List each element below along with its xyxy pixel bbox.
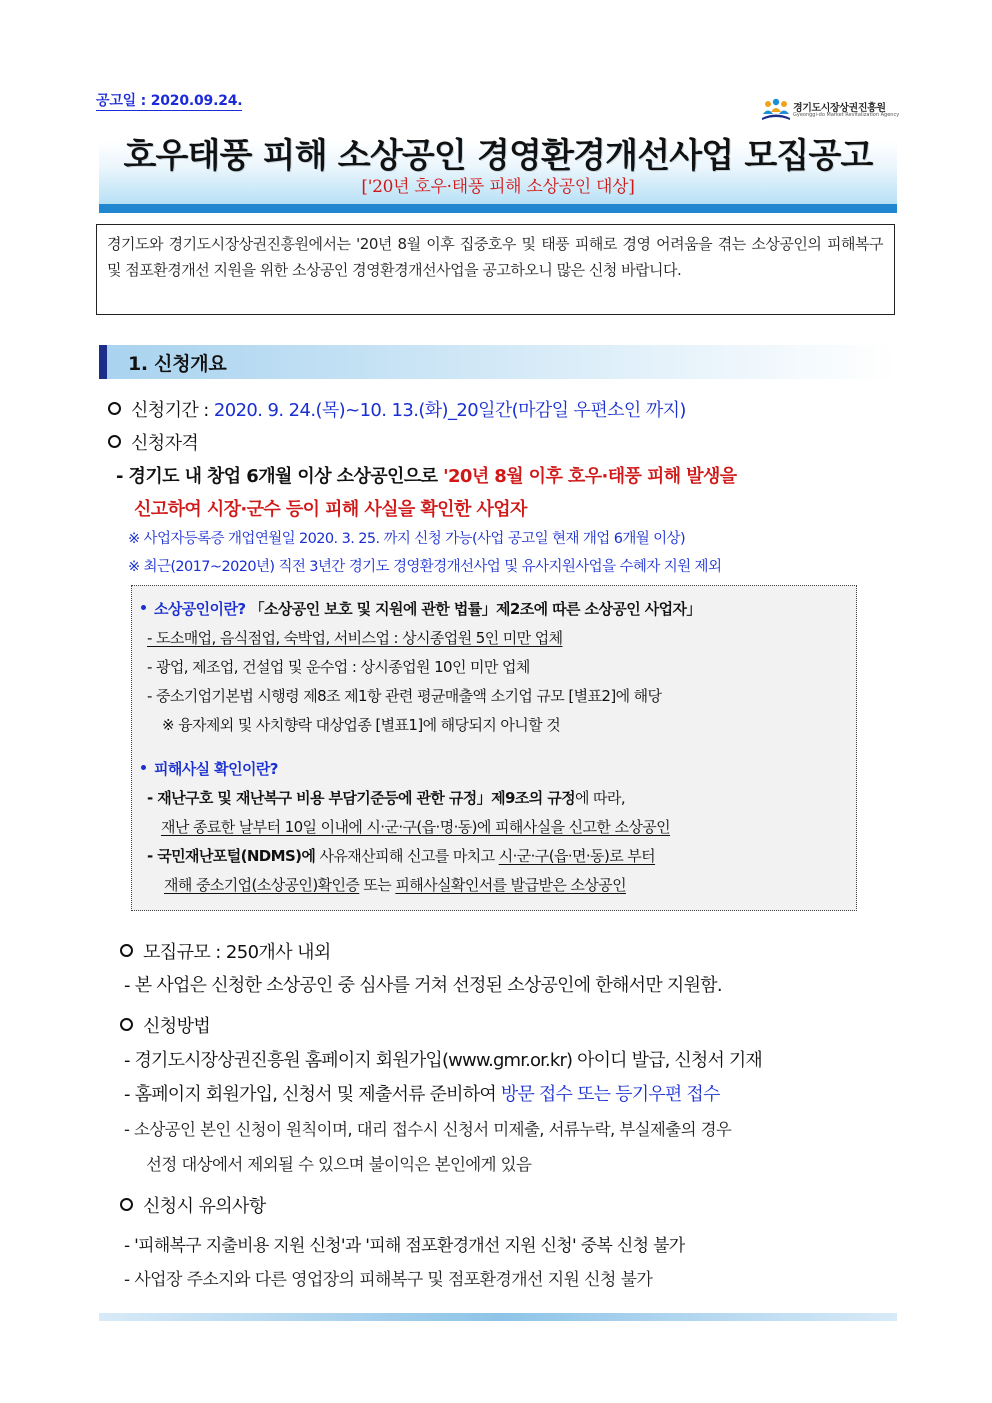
circle-bullet-icon xyxy=(120,1018,133,1031)
title-banner-bar xyxy=(99,204,897,213)
damage-line-4-underline-2: 피해사실확인서를 발급받은 소상공인 xyxy=(395,876,626,894)
circle-bullet-icon xyxy=(120,944,133,957)
org-logo-name: 경기도시장상권진흥원 xyxy=(793,103,886,114)
eligibility-highlight: '20년 8월 이후 호우·태풍 피해 발생을 xyxy=(443,466,737,487)
damage-line-4 xyxy=(164,874,626,895)
org-logo xyxy=(760,98,900,124)
method-line-3: - 소상공인 본인 신청이 원칙이며, 대리 접수시 신청서 미제출, 서류누락, 부실제출의 경우 xyxy=(124,1120,732,1139)
method-row xyxy=(120,1012,210,1038)
method-label: 신청방법 xyxy=(143,1016,211,1037)
note-2: ※ 최근(2017~2020년) 직전 3년간 경기도 경영환경개선사업 및 유사지원사업을 수혜자 지원 제외 xyxy=(128,559,722,575)
definition-item-3: - 중소기업기본법 시행령 제8조 제1항 관련 평균매출액 소기업 규모 [별표2]에 해당 xyxy=(147,687,662,705)
definition-q2 xyxy=(141,758,278,779)
circle-bullet-icon xyxy=(108,435,121,448)
note-1: ※ 사업자등록증 개업연월일 2020. 3. 25. 까지 신청 가능(사업 공고일 현재 개업 6개월 이상) xyxy=(128,531,686,547)
eligibility-line-2: 신고하여 시장·군수 등이 피해 사실을 확인한 사업자 xyxy=(134,499,527,520)
section-heading-accent xyxy=(99,345,107,379)
definition-item-4: ※ 융자제외 및 사치향락 대상업종 [별표1]에 해당되지 아니할 것 xyxy=(162,716,561,734)
method-line-2 xyxy=(124,1080,720,1106)
eligibility-text: - 경기도 내 창업 6개월 이상 소상공인으로 xyxy=(116,466,438,487)
definition-item-2: - 광업, 제조업, 건설업 및 운수업 : 상시종업원 10인 미만 업체 xyxy=(147,658,530,676)
caution-row xyxy=(120,1192,266,1218)
definition-q1 xyxy=(141,598,701,619)
definition-item-1: - 도소매업, 음식점업, 숙박업, 서비스업 : 상시종업원 5인 미만 업체 xyxy=(147,629,563,647)
bullet-dot-icon xyxy=(141,765,146,770)
eligibility-label: 신청자격 xyxy=(131,433,199,454)
method-line-4: 선정 대상에서 제외될 수 있으며 불이익은 본인에게 있음 xyxy=(146,1155,532,1174)
circle-bullet-icon xyxy=(120,1198,133,1211)
scale-text: - 본 사업은 신청한 소상공인 중 심사를 거쳐 선정된 소상공인에 한해서만 지원함. xyxy=(124,975,722,996)
section-heading: 1. 신청개요 xyxy=(128,353,227,375)
damage-line-1-rest: 에 따라, xyxy=(574,789,625,807)
scale-row xyxy=(120,938,331,964)
org-logo-name-en: Gyeonggi-do Market Revitalization Agency xyxy=(793,112,900,118)
org-logo-icon xyxy=(760,98,792,124)
method-line-2-highlight: 방문 접수 또는 등기우편 접수 xyxy=(500,1084,720,1105)
damage-line-3-mid: 사유재산피해 신고를 마치고 xyxy=(315,847,499,865)
eligibility-line-1 xyxy=(116,462,737,488)
damage-line-2: 재난 종료한 날부터 10일 이내에 시·군·구(읍·명·동)에 피해사실을 신고한 소상공인 xyxy=(161,818,671,836)
definition-q1-label: 소상공인이란? xyxy=(154,600,246,618)
intro-box: 경기도와 경기도시장상권진흥원에서는 '20년 8월 이후 집중호우 및 태풍 피해로 경영 어려움을 겪는 소상공인의 피해복구 및 점포환경개선 지원을 위한 소상공인 경영환경개선사업을 공고하오니 많은 신청 바랍니다. xyxy=(96,224,895,315)
circle-bullet-icon xyxy=(108,402,121,415)
announcement-date: 공고일 : 2020.09.24. xyxy=(96,93,243,109)
damage-line-3 xyxy=(147,845,655,866)
eligibility-row xyxy=(108,429,198,455)
period-value: 2020. 9. 24.(목)~10. 13.(화)_20일간(마감일 우편소인 까지) xyxy=(213,400,686,421)
damage-line-4-mid: 또는 xyxy=(359,876,396,894)
period-row xyxy=(108,396,686,422)
method-line-2-text: - 홈페이지 회원가입, 신청서 및 제출서류 준비하여 xyxy=(124,1084,501,1105)
caution-line-1: - '피해복구 지출비용 지원 신청'과 '피해 점포환경개선 지원 신청' 중복 신청 불가 xyxy=(124,1236,685,1256)
page-title: 호우태풍 피해 소상공인 경영환경개선사업 모집공고 xyxy=(123,136,873,176)
definition-q2-label: 피해사실 확인이란? xyxy=(154,760,278,778)
footer-bar xyxy=(99,1313,897,1321)
scale-label: 모집규모 : 250개사 내외 xyxy=(143,942,331,963)
damage-line-3-underline: 시·군·구(읍·면·동)로 부터 xyxy=(498,847,656,865)
definition-q1-text: 「소상공인 보호 및 지원에 관한 법률」제2조에 따른 소상공인 사업자」 xyxy=(249,600,701,618)
page-subtitle: ['20년 호우·태풍 피해 소상공인 대상] xyxy=(361,177,635,197)
method-line-1: - 경기도시장상권진흥원 홈페이지 회원가입(www.gmr.or.kr) 아이디 발급, 신청서 기재 xyxy=(124,1050,762,1071)
damage-line-4-underline-1: 재해 중소기업(소상공인)확인증 xyxy=(164,876,360,894)
damage-line-3-bold: - 국민재난포털(NDMS)에 xyxy=(147,847,316,865)
caution-label: 신청시 유의사항 xyxy=(143,1196,266,1217)
damage-line-1 xyxy=(147,787,625,808)
caution-line-2: - 사업장 주소지와 다른 영업장의 피해복구 및 점포환경개선 지원 신청 불가 xyxy=(124,1270,653,1290)
period-label: 신청기간 : xyxy=(131,400,209,421)
bullet-dot-icon xyxy=(141,605,146,610)
damage-line-1-bold: - 재난구호 및 재난복구 비용 부담기준등에 관한 규정」제9조의 규정 xyxy=(147,789,575,807)
